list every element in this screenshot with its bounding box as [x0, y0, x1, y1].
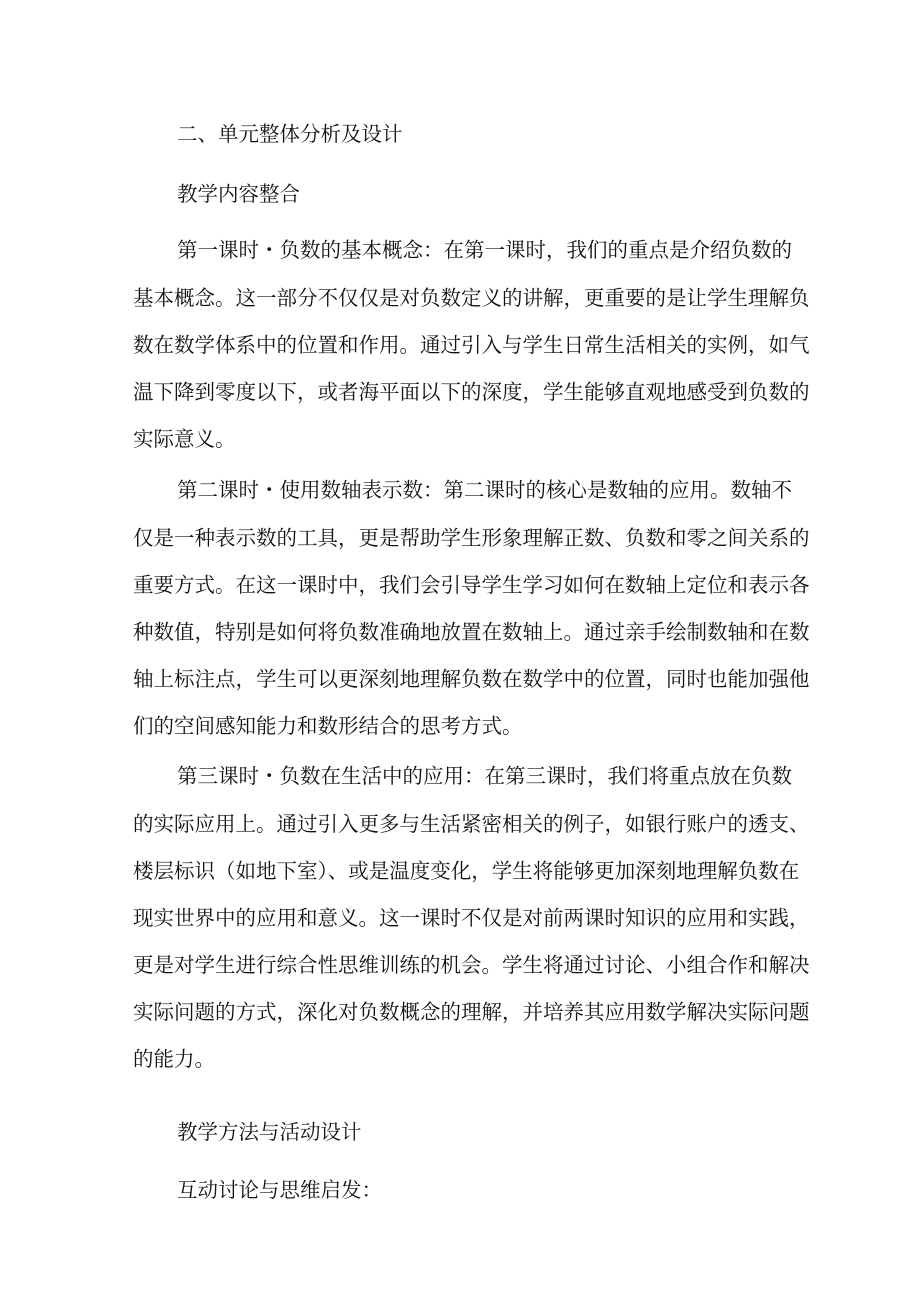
paragraph-line: 第一课时・负数的基本概念：在第一课时，我们的重点是介绍负数的	[177, 238, 792, 262]
paragraph-line: 温下降到零度以下，或者海平面以下的深度，学生能够直观地感受到负数的	[133, 380, 810, 404]
subsection-methods: 教学方法与活动设计	[177, 1120, 362, 1144]
paragraph-line: 楼层标识（如地下室）、或是温度变化，学生将能够更加深刻地理解负数在	[133, 859, 800, 883]
paragraph-line: 种数值，特别是如何将负数准确地放置在数轴上。通过亲手绘制数轴和在数	[133, 620, 810, 644]
paragraph-line: 基本概念。这一部分不仅仅是对负数定义的讲解，更重要的是让学生理解负	[133, 286, 810, 310]
paragraph-line: 实际意义。	[133, 427, 236, 451]
paragraph-line: 的能力。	[133, 1047, 215, 1071]
paragraph-line: 现实世界中的应用和意义。这一课时不仅是对前两课时知识的应用和实践，	[133, 906, 810, 930]
paragraph-line: 第三课时・负数在生活中的应用：在第三课时，我们将重点放在负数	[177, 764, 792, 788]
subsection-content-integration: 教学内容整合	[177, 182, 300, 206]
paragraph-line: 仅是一种表示数的工具，更是帮助学生形象理解正数、负数和零之间关系的	[133, 526, 810, 550]
paragraph-line: 实际问题的方式，深化对负数概念的理解，并培养其应用数学解决实际问题	[133, 1000, 810, 1024]
section-title: 二、单元整体分析及设计	[177, 122, 403, 146]
paragraph-line: 们的空间感知能力和数形结合的思考方式。	[133, 714, 523, 738]
paragraph-line: 重要方式。在这一课时中，我们会引导学生学习如何在数轴上定位和表示各	[133, 573, 810, 597]
paragraph-line: 数在数学体系中的位置和作用。通过引入与学生日常生活相关的实例，如气	[133, 333, 810, 357]
subsection-interactive: 互动讨论与思维启发：	[177, 1178, 382, 1202]
paragraph-line: 轴上标注点，学生可以更深刻地理解负数在数学中的位置，同时也能加强他	[133, 667, 810, 691]
paragraph-line: 的实际应用上。通过引入更多与生活紧密相关的例子，如银行账户的透支、	[133, 812, 810, 836]
paragraph-line: 更是对学生进行综合性思维训练的机会。学生将通过讨论、小组合作和解决	[133, 953, 810, 977]
paragraph-line: 第二课时・使用数轴表示数：第二课时的核心是数轴的应用。数轴不	[177, 478, 792, 502]
